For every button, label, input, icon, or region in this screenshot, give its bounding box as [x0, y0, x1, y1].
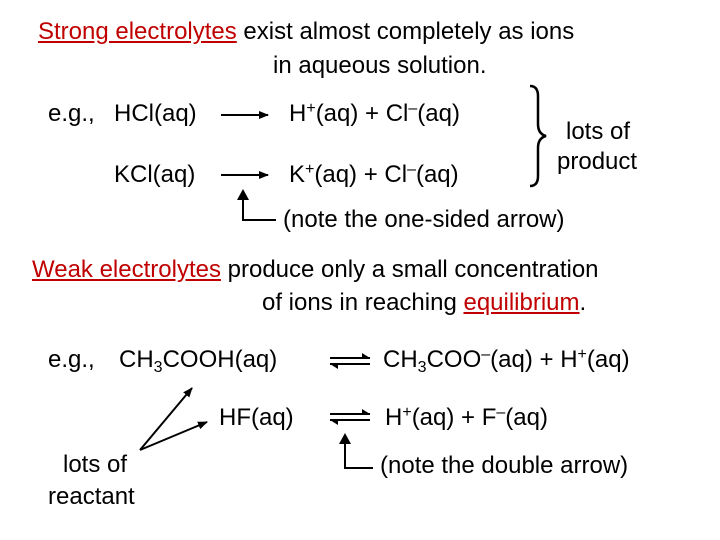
weak-term: Weak electrolytes [32, 256, 221, 283]
weak-eq2-prod-a: H [385, 404, 403, 431]
pointer-arrow-one-sided [243, 197, 276, 220]
strong-eq2-end: (aq) [415, 161, 459, 188]
weak-eq1-prod-c: (aq) + H [490, 346, 578, 373]
one-sided-arrow-note: (note the one-sided arrow) [283, 206, 565, 233]
product-brace [530, 86, 546, 186]
pointer-arrow-one-sided-head [237, 189, 249, 200]
weak-eq1-reactant-sub: 3 [153, 359, 163, 376]
weak-eq2-reactant: HF(aq) [219, 404, 294, 431]
strong-eq2-reactant: KCl(aq) [114, 161, 196, 188]
pointer-arrow-double [345, 441, 373, 468]
lots-of-product-line2: product [557, 148, 638, 175]
weak-eq1-prod-d: (aq) [586, 346, 630, 373]
weak-eq2-prod-charge2: – [496, 404, 506, 421]
pointer-arrow-double-head [339, 433, 351, 444]
strong-eq1-charge1: + [306, 100, 316, 117]
lots-of-reactant-line1: lots of [63, 451, 128, 478]
strong-eq1-mid: (aq) + Cl [315, 100, 409, 127]
strong-heading-line2: in aqueous solution. [273, 52, 487, 79]
strong-term: Strong electrolytes [38, 18, 237, 45]
double-arrow-note: (note the double arrow) [380, 452, 629, 479]
equilibrium-arrow-hf [330, 409, 370, 425]
lots-of-reactant-line2: reactant [48, 483, 135, 510]
lots-of-product-line1: lots of [566, 118, 631, 145]
weak-eg-label: e.g., [48, 346, 95, 373]
strong-eq2-ion1: K [289, 161, 306, 188]
reactant-arrow-to-acetic [140, 388, 192, 450]
strong-eq2-charge1: + [305, 161, 315, 178]
weak-eq1-prod-b: COO [426, 346, 482, 373]
strong-heading-rest: exist almost completely as ions [236, 18, 575, 45]
strong-eq2-charge2: – [407, 161, 416, 178]
strong-eq1-end: (aq) [417, 100, 460, 127]
weak-heading-rest: produce only a small concentration [220, 256, 599, 283]
weak-eq2-prod-charge: + [402, 404, 412, 421]
equilibrium-arrow-acetic [330, 353, 370, 369]
weak-line2-pre: of ions in reaching [262, 289, 464, 316]
weak-eq1-reactant-b: COOH(aq) [162, 346, 278, 373]
strong-eq2-mid: (aq) + Cl [314, 161, 408, 188]
strong-eg-label: e.g., [48, 100, 95, 127]
weak-eq1-reactant-a: CH [119, 346, 154, 373]
equilibrium-term: equilibrium [463, 289, 580, 316]
weak-eq1-prod-sub: 3 [417, 359, 427, 376]
strong-eq1-charge2: – [408, 100, 418, 117]
weak-eq1-prod-charge: – [481, 346, 491, 363]
strong-eq1-ion1: H [289, 100, 307, 127]
strong-eq1-reactant: HCl(aq) [114, 100, 197, 127]
weak-line2-end: . [579, 289, 587, 316]
reactant-arrow-to-hf [140, 422, 207, 450]
weak-eq2-prod-b: (aq) + F [411, 404, 497, 431]
weak-eq2-prod-c: (aq) [505, 404, 548, 431]
weak-eq1-prod-charge2: + [577, 346, 587, 363]
weak-eq1-prod-a: CH [383, 346, 418, 373]
